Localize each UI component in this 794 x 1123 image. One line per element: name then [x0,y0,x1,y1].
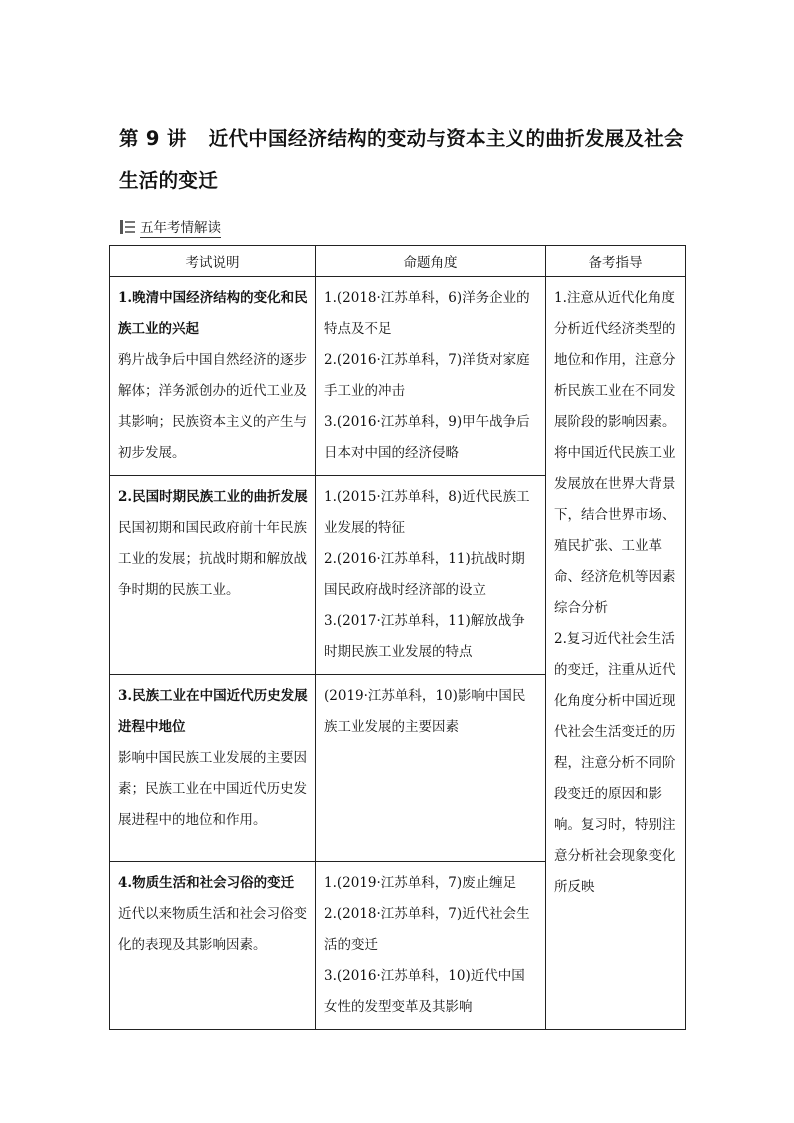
question-item: (2019·江苏单科，10)影响中国民族工业发展的主要因素 [324,688,526,735]
row-description: 影响中国民族工业发展的主要因素；民族工业在中国近代历史发展进程中的地位和作用。 [118,750,307,828]
header-exam-description: 考试说明 [110,246,316,277]
row-description: 民国初期和国民政府前十年民族工业的发展；抗战时期和解放战争时期的民族工业。 [118,520,307,598]
exam-analysis-table [109,245,686,1030]
question-item: 2.(2016·江苏单科，7)洋货对家庭手工业的冲击 [324,352,530,399]
row-description: 鸦片战争后中国自然经济的逐步解体；洋务派创办的近代工业及其影响；民族资本主义的产生与初步发展。 [118,352,307,461]
section-heading [120,217,221,237]
question-item: 2.(2016·江苏单科，11)抗战时期国民政府战时经济部的设立 [324,551,525,598]
lecture-number: 第 9 讲 [119,127,187,150]
table-row [110,277,686,476]
page-title [119,118,694,202]
row-topic: 2.民国时期民族工业的曲折发展 [118,489,308,505]
question-item: 3.(2017·江苏单科，11)解放战争时期民族工业发展的特点 [324,613,525,660]
question-item: 2.(2018·江苏单科，7)近代社会生活的变迁 [324,906,530,953]
header-question-angle: 命题角度 [316,246,546,277]
row-topic: 1.晚清中国经济结构的变化和民族工业的兴起 [118,290,308,337]
question-item: 3.(2016·江苏单科，9)甲午战争后日本对中国的经济侵略 [324,414,530,461]
list-icon [120,220,135,234]
section-label: 五年考情解读 [140,216,221,238]
study-guidance-text: 1.注意从近代化角度分析近代经济类型的地位和作用，注意分析民族工业在不同发展阶段的影响因素。将中国近代民族工业发展放在世界大背景下，结合世界市场、殖民扩张、工业革命、经济危机等因素综合分析 2.复习近代社会生活的变迁，注重从近代化角度分析中国近现代社会生活变迁的历程，注意分析不同阶段变迁的原因和影响。复习时，特别注意分析社会现象变化所反映 [554,290,676,895]
lecture-title: 近代中国经济结构的变动与资本主义的曲折发展及社会生活的变迁 [119,127,684,192]
header-study-guidance: 备考指导 [546,246,686,277]
question-item: 3.(2016·江苏单科，10)近代中国女性的发型变革及其影响 [324,968,525,1015]
row-topic: 3.民族工业在中国近代历史发展进程中地位 [118,688,308,735]
question-item: 1.(2019·江苏单科，7)废止缠足 [324,875,517,891]
question-item: 1.(2018·江苏单科，6)洋务企业的特点及不足 [324,290,530,337]
row-topic: 4.物质生活和社会习俗的变迁 [118,875,295,891]
row-description: 近代以来物质生活和社会习俗变化的表现及其影响因素。 [118,906,307,953]
question-item: 1.(2015·江苏单科，8)近代民族工业发展的特征 [324,489,530,536]
